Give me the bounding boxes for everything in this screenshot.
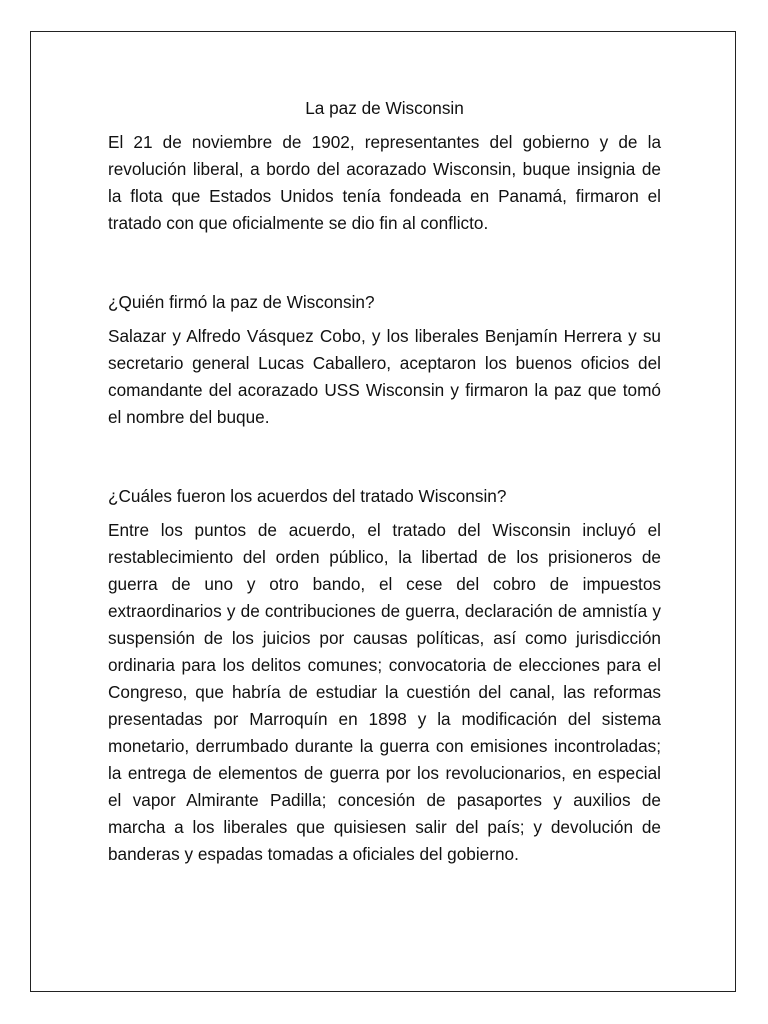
section-answer: Salazar y Alfredo Vásquez Cobo, y los liberales Benjamín Herrera y su secretario general Lucas Caballero, aceptaron los buenos oficios del comandante del acorazado USS Wisconsin y firmaron la paz que tomó el nombre del buque.: [108, 326, 661, 427]
document-title: La paz de Wisconsin: [305, 98, 464, 118]
document-page: [30, 31, 736, 992]
section-spacer: [108, 237, 661, 289]
document-body: [108, 95, 661, 868]
section-question: ¿Cuáles fueron los acuerdos del tratado Wisconsin?: [108, 486, 507, 506]
section-answer: Entre los puntos de acuerdo, el tratado del Wisconsin incluyó el restablecimiento del orden público, la libertad de los prisioneros de guerra de uno y otro bando, el cese del cobro de impuestos extraordinarios y de contribuciones de guerra, declaración de amnistía y suspensión de los juicios por causas políticas, así como jurisdicción ordinaria para los delitos comunes; convocatoria de elecciones para el Congreso, que habría de estudiar la cuestión del canal, las reformas presentadas por Marroquín en 1898 y la modificación del sistema monetario, derrumbado durante la guerra con emisiones incontroladas; la entrega de elementos de guerra por los revolucionarios, en especial el vapor Almirante Padilla; concesión de pasaportes y auxilios de marcha a los liberales que quisiesen salir del país; y devolución de banderas y espadas tomadas a oficiales del gobierno.: [108, 520, 661, 864]
intro-paragraph: El 21 de noviembre de 1902, representantes del gobierno y de la revolución liberal, a bordo del acorazado Wisconsin, buque insignia de la flota que Estados Unidos tenía fondeada en Panamá, firmaron el tratado con que oficialmente se dio fin al conflicto.: [108, 132, 661, 233]
section-question: ¿Quién firmó la paz de Wisconsin?: [108, 292, 375, 312]
section-spacer: [108, 431, 661, 483]
